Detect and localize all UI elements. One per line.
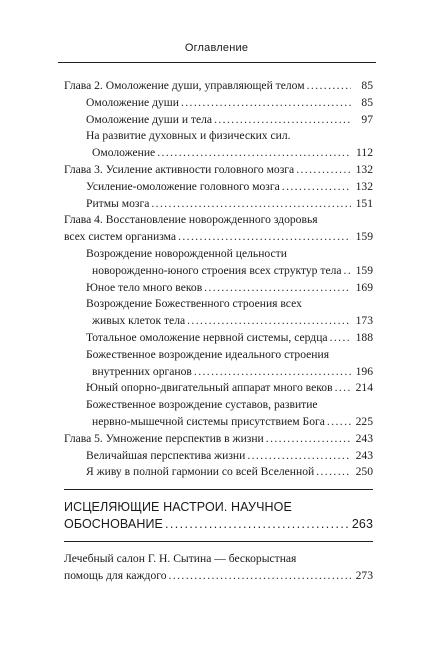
toc-entry-row [64,112,373,129]
toc-entry-title: Омоложение [92,146,156,160]
toc-entry [64,296,373,330]
dot-leader [157,145,351,162]
toc-entry [64,464,373,481]
page-number: 196 [355,364,373,378]
page-number: 263 [351,516,373,531]
page-number: 188 [355,330,373,344]
toc-entry-title: Глава 3. Усиление активности головного мозга [64,162,295,176]
page-number: 243 [355,431,373,445]
toc-entry-title: внутренних органов [92,364,192,378]
toc-entry [64,246,373,280]
dot-leader [344,263,351,280]
toc-entry-title: Величайшая перспектива жизни [86,448,246,462]
page-number: 273 [355,568,373,582]
toc-entry-title: помощь для каждого [64,568,167,582]
toc-entry [64,162,373,179]
header-rule [58,62,376,63]
toc-entry-title: всех систем организма [64,230,177,244]
page-number: 159 [355,263,373,277]
toc-entry-row [64,179,373,196]
toc-entry-title-line: Возрождение новорожденной цельности [86,246,287,260]
page-number: 243 [355,448,373,462]
page-number: 214 [355,381,373,395]
toc-entry [64,448,373,465]
toc-entry-row [64,196,373,213]
toc-entry-row [64,464,373,481]
toc-entry-row [64,568,373,585]
toc-entry [64,551,373,585]
toc-entry-row [64,414,373,431]
dot-leader [178,229,351,246]
toc-entry-title: Глава 2. Омоложение души, управляющей телом [64,79,305,92]
toc-entry [64,347,373,381]
toc-entry-title: Я живу в полной гармонии со всей Вселенной [86,465,315,479]
toc-entry [64,380,373,397]
page-number: 225 [355,414,373,428]
toc-entry-row [64,380,373,397]
toc-entry-row [64,448,373,465]
toc-entry [64,112,373,129]
toc-entry-row [64,78,373,95]
toc-entry [64,280,373,297]
page-number: 169 [355,280,373,294]
toc-entry-row [64,229,373,246]
dot-leader [181,95,351,112]
dot-leader [151,196,351,213]
toc-entry-title: Омоложение души [86,95,179,109]
page-number: 132 [355,162,373,176]
toc-entry-title-line: На развитие духовных и физических сил. [86,129,291,143]
toc-entry-title-line: Божественное возрождение суставов, развитие [86,398,318,412]
dot-leader [335,380,351,397]
toc-entry-title-line: Глава 4. Восстановление новорожденного здоровья [64,213,318,227]
dot-leader [165,516,350,533]
page-number: 250 [355,465,373,479]
dot-leader [307,78,351,95]
dot-leader [204,280,351,297]
toc-entry-row [64,364,373,381]
toc-entry-title: Омоложение души и тела [86,112,213,126]
dot-leader [282,179,351,196]
dot-leader [330,330,351,347]
toc-entry-row [64,280,373,297]
toc-entry-title-line: Божественное возрождение идеального строения [86,347,330,361]
dot-leader [169,568,351,585]
section-rule [64,489,373,490]
dot-leader [327,414,351,431]
toc-entry-title: Ритмы мозга [86,196,150,210]
toc-entry [64,397,373,431]
toc-entry-title: ОБОСНОВАНИЕ [64,516,163,531]
toc-entry-title: Глава 5. Умножение перспектив в жизни [64,431,264,445]
toc-entry-title: Юное тело много веков [86,280,203,294]
page-number: 151 [355,196,373,210]
toc-entry-title: Юный опорно-двигательный аппарат много веков [86,381,333,395]
dot-leader [187,313,351,330]
toc-entry [64,78,373,95]
page-number: 132 [355,179,373,193]
toc-entry-row [64,313,373,330]
toc-entry-title-line: Лечебный салон Г. Н. Сытина — бескорыстная [64,551,297,565]
page-number: 112 [356,146,373,160]
toc-entry-title: Усиление-омоложение головного мозга [86,179,280,193]
page-number: 97 [361,112,373,126]
toc-entry-title: нервно-мышечной системы присутствием Бога [92,414,325,428]
toc-entry [64,196,373,213]
running-head: Оглавление [184,42,249,54]
toc-entry-row [64,95,373,112]
toc-entry-row [64,162,373,179]
toc-entry [64,95,373,112]
dot-leader [266,431,351,448]
page-number: 159 [355,230,373,244]
toc-entry [64,128,373,162]
toc-entry-title: новорожденно-юного строения всех структур тела [92,263,342,277]
dot-leader [214,112,351,129]
dot-leader [194,364,351,381]
toc-entry [64,179,373,196]
page-number: 85 [361,95,373,109]
toc-entry [64,330,373,347]
page-number: 85 [361,79,373,92]
page-number: 173 [355,314,373,328]
toc-entry-row [64,431,373,448]
dot-leader [296,162,351,179]
section-rule [64,541,373,542]
toc-entry-title-line: Возрождение Божественного строения всех [86,297,302,311]
toc-entry-row [64,145,373,162]
toc-entry-row [64,263,373,280]
table-of-contents [64,78,373,584]
toc-entry [64,212,373,246]
toc-entry-row [64,516,373,533]
toc-entry-row [64,330,373,347]
toc-entry-title: живых клеток тела [92,314,186,328]
toc-entry-title-line: ИСЦЕЛЯЮЩИЕ НАСТРОИ. НАУЧНОЕ [64,500,292,515]
toc-entry [64,499,373,533]
dot-leader [316,464,351,481]
toc-entry [64,431,373,448]
toc-entry-title: Тотальное омоложение нервной системы, сердца [86,330,328,344]
dot-leader [247,448,351,465]
